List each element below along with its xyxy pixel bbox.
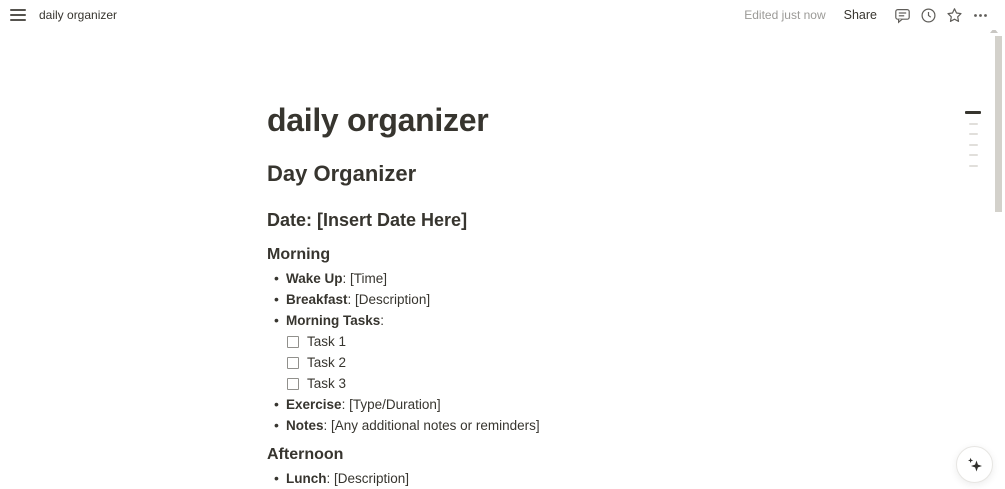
outline-dash-active[interactable] (965, 111, 981, 114)
breadcrumb-page-title[interactable]: daily organizer (39, 8, 118, 22)
todo-label[interactable]: Task 2 (307, 355, 347, 370)
checkbox-icon[interactable] (287, 336, 299, 348)
todo-item-task-2 (267, 352, 738, 373)
favorite-star-icon[interactable] (941, 3, 967, 27)
bullet-icon: • (274, 417, 279, 433)
list-item-breakfast[interactable]: • Breakfast: [Description] (267, 289, 738, 310)
edited-status: Edited just now (744, 8, 826, 22)
scrollbar-thumb[interactable] (995, 36, 1002, 212)
heading-date[interactable]: Date: [Insert Date Here] (267, 210, 468, 230)
outline-indicator (965, 111, 983, 167)
updates-clock-icon[interactable] (915, 3, 941, 27)
outline-dash[interactable] (969, 123, 978, 125)
bullet-icon: • (274, 396, 279, 412)
page-column (267, 30, 738, 489)
bullet-icon: • (274, 312, 279, 328)
todo-label[interactable]: Task 1 (307, 334, 347, 349)
topbar-right (744, 3, 993, 27)
menu-icon[interactable] (10, 9, 26, 21)
heading-day-organizer[interactable]: Day Organizer (267, 161, 417, 186)
todo-item-task-3 (267, 373, 738, 394)
bullet-icon: • (274, 291, 279, 307)
list-item-morning-tasks[interactable]: • Morning Tasks: (267, 310, 738, 331)
outline-dash[interactable] (969, 133, 978, 135)
section-heading-afternoon[interactable]: Afternoon (267, 446, 344, 463)
outline-dash[interactable] (969, 165, 978, 167)
topbar (0, 0, 1005, 30)
document-canvas (0, 30, 1005, 486)
bullet-icon: • (274, 470, 279, 486)
todo-item-task-1 (267, 331, 738, 352)
section-heading-morning[interactable]: Morning (267, 246, 331, 263)
todo-label[interactable]: Task 3 (307, 376, 347, 391)
list-item-lunch[interactable]: • Lunch: [Description] (267, 468, 738, 489)
more-ellipsis-icon[interactable] (967, 3, 993, 27)
list-item-notes[interactable]: • Notes: [Any additional notes or reminders] (267, 415, 738, 436)
ai-sparkle-icon (966, 456, 984, 474)
outline-dash[interactable] (969, 154, 978, 156)
share-button[interactable]: Share (843, 8, 877, 22)
comment-icon[interactable] (889, 3, 915, 27)
afternoon-list (267, 468, 738, 489)
checkbox-icon[interactable] (287, 378, 299, 390)
list-item-wake-up[interactable]: • Wake Up: [Time] (267, 268, 738, 289)
ai-button[interactable] (956, 446, 993, 483)
list-item-exercise[interactable]: • Exercise: [Type/Duration] (267, 394, 738, 415)
morning-list (267, 268, 738, 436)
checkbox-icon[interactable] (287, 357, 299, 369)
topbar-left (10, 8, 117, 22)
page-title[interactable]: daily organizer (267, 102, 489, 138)
outline-dash[interactable] (969, 144, 978, 146)
bullet-icon: • (274, 270, 279, 286)
